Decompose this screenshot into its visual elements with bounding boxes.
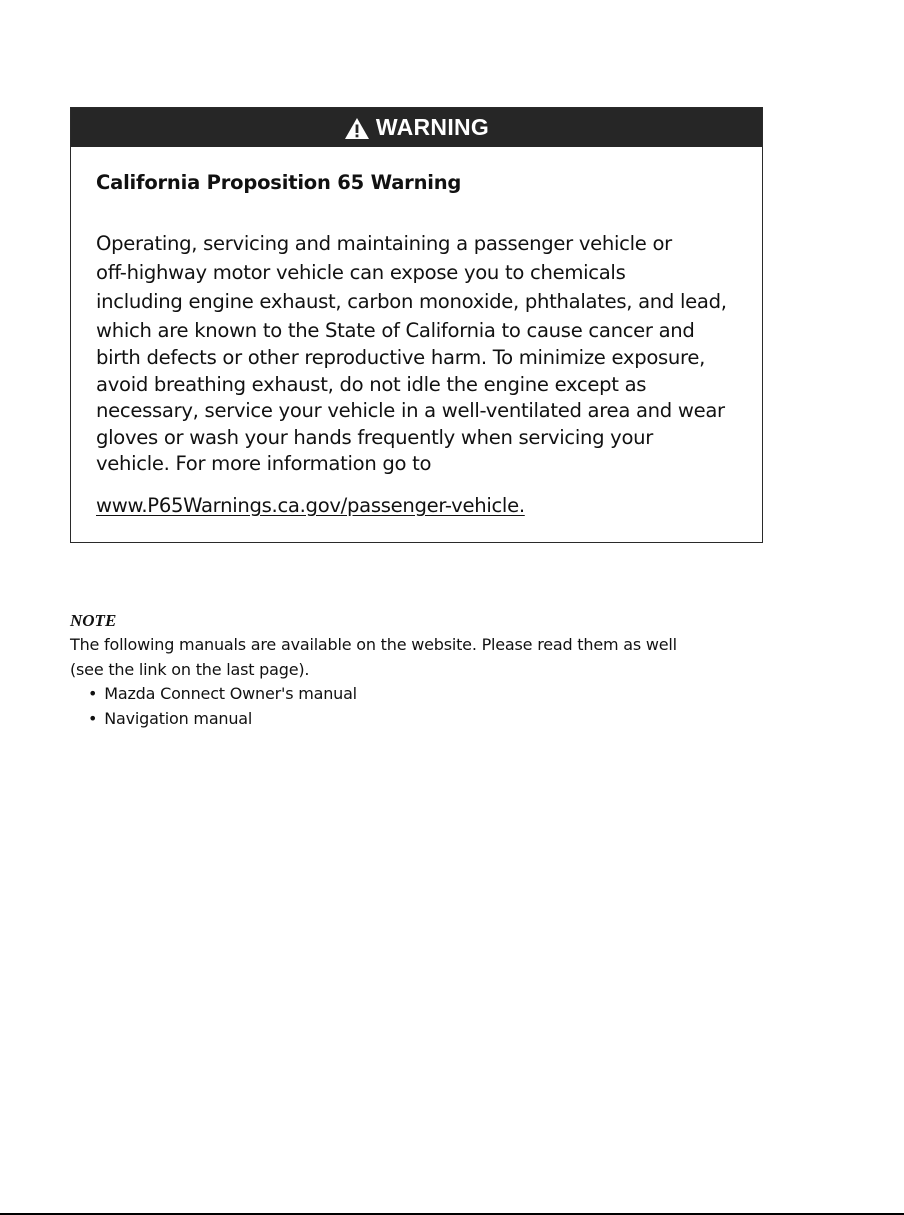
warning-body-line: gloves or wash your hands frequently when servicing your (96, 425, 654, 449)
list-item (88, 707, 790, 732)
note-heading: NOTE (70, 611, 117, 630)
warning-subtitle: California Proposition 65 Warning (96, 171, 462, 194)
warning-body-line: off-highway motor vehicle can expose you to chemicals (96, 261, 626, 284)
warning-body-line: vehicle. For more information go to (96, 452, 432, 475)
warning-body-line: which are known to the State of California to cause cancer and (96, 319, 695, 342)
manual-item-label: Mazda Connect Owner's manual (104, 684, 357, 703)
warning-triangle-icon (344, 117, 370, 140)
warning-header (71, 108, 762, 147)
manual-item-label: Navigation manual (104, 708, 253, 728)
warning-body-line: avoid breathing exhaust, do not idle the engine except as (96, 372, 647, 396)
note-text-line: (see the link on the last page). (70, 659, 310, 679)
warning-header-label: WARNING (375, 114, 490, 140)
warning-body-line: birth defects or other reproductive harm. To minimize exposure, (96, 346, 706, 369)
warning-body-line: Operating, servicing and maintaining a passenger vehicle or (96, 232, 672, 255)
warning-body-line: necessary, service your vehicle in a well-ventilated area and wear (96, 399, 725, 422)
warning-body-line: including engine exhaust, carbon monoxide, phthalates, and lead, (96, 290, 727, 313)
note-text-line: The following manuals are available on the website. Please read them as well (70, 635, 677, 654)
p65-website-link[interactable]: www.P65Warnings.ca.gov/passenger-vehicle. (96, 494, 525, 517)
manuals-list (70, 682, 790, 731)
prop65-warning-box (70, 107, 763, 543)
note-section (70, 609, 790, 731)
list-item (88, 682, 790, 707)
warning-body (96, 229, 761, 478)
